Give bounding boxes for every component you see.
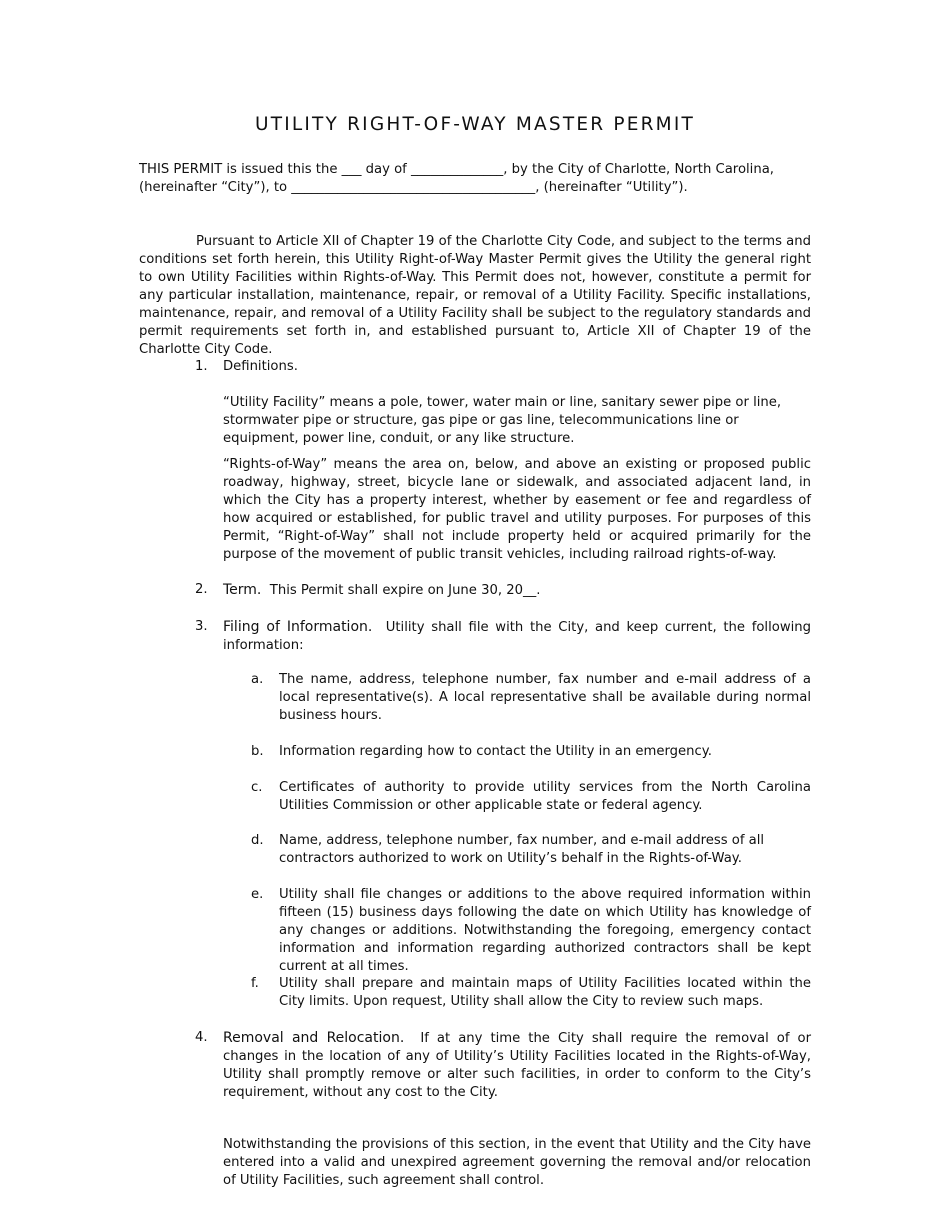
section-number: 2. xyxy=(195,582,208,597)
list-item: Utility shall file changes or additions to the above required information within fifteen (15) business days following the date on which Utility has knowledge of any changes or additions. Notwithstanding the foregoing, emergency contact information and information regarding authorized contractors shall be kept current at all times. xyxy=(279,887,811,974)
section-number: 1. xyxy=(195,359,208,374)
section-heading: Removal and Relocation. xyxy=(223,1030,405,1046)
definition-rights-of-way: “Rights-of-Way” means the area on, below, and above an existing or proposed public roadway, highway, street, bicycle lane or sidewalk, and associated adjacent land, in which the City has a property interest, whether by easement or fee and regardless of how acquired or established, for public travel and utility purposes. For purposes of this Permit, “Right-of-Way” shall not include property held or acquired primarily for the purpose of the movement of public transit vehicles, including railroad rights-of-way. xyxy=(223,457,811,562)
section-number: 4. xyxy=(195,1030,208,1045)
section-paragraph: Notwithstanding the provisions of this section, in the event that Utility and the City have entered into a valid and unexpired agreement governing the removal and/or relocation of Utility Facilities, such agreement shall control. xyxy=(223,1137,811,1188)
list-item: The name, address, telephone number, fax number and e-mail address of a local representative(s). A local representative shall be available during normal business hours. xyxy=(279,672,811,723)
section-text: Utility shall file with the City, and keep current, the following information: xyxy=(223,620,811,653)
list-item-letter: b. xyxy=(251,744,264,759)
list-item-letter: f. xyxy=(251,976,259,991)
list-item-letter: e. xyxy=(251,887,264,902)
section-heading: Definitions. xyxy=(223,359,298,374)
list-item: Name, address, telephone number, fax number, and e-mail address of all contractors authorized to work on Utility’s behalf in the Rights-of-Way. xyxy=(279,833,765,866)
document-title: UTILITY RIGHT-OF-WAY MASTER PERMIT xyxy=(254,114,695,135)
list-item: Certificates of authority to provide utility services from the North Carolina Utilities Commission or other applicable state or federal agency. xyxy=(279,780,811,813)
list-item-letter: c. xyxy=(251,780,263,795)
section-text: If at any time the City shall require the removal of or changes in the location of any of Utility’s Utility Facilities located in the Rights-of-Way, Utility shall promptly remove or alter such facilities, in order to conform to the City’s requirement, without any cost to the City. xyxy=(223,1031,812,1100)
list-item: Utility shall prepare and maintain maps of Utility Facilities located within the City limits. Upon request, Utility shall allow the City to review such maps. xyxy=(279,976,811,1009)
section-term xyxy=(223,581,811,600)
definition-utility-facility: “Utility Facility” means a pole, tower, water main or line, sanitary sewer pipe or line, stormwater pipe or structure, gas pipe or gas line, telecommunications line or equipment, power line, conduit, or any like structure. xyxy=(223,395,782,446)
section-number: 3. xyxy=(195,619,208,634)
section-text: This Permit shall expire on June 30, 20__. xyxy=(269,583,541,598)
section-filing xyxy=(223,618,811,655)
section-removal xyxy=(223,1029,811,1102)
list-item-letter: a. xyxy=(251,672,264,687)
list-item: Information regarding how to contact the Utility in an emergency. xyxy=(279,744,712,759)
list-item-letter: d. xyxy=(251,833,264,848)
section-heading: Filing of Information. xyxy=(223,619,373,635)
preamble-paragraph: Pursuant to Article XII of Chapter 19 of the Charlotte City Code, and subject to the terms and conditions set forth herein, this Utility Right-of-Way Master Permit gives the Utility the general right to own Utility Facilities within Rights-of-Way. This Permit does not, however, constitute a permit for any particular installation, maintenance, repair, or removal of a Utility Facility. Specific installations, maintenance, repair, and removal of a Utility Facility shall be subject to the regulatory standards and permit requirements set forth in, and established pursuant to, Article XII of Chapter 19 of the Charlotte City Code. xyxy=(139,234,811,357)
section-heading: Term. xyxy=(223,582,262,598)
intro-paragraph: THIS PERMIT is issued this the ___ day of ______________, by the City of Charlotte, North Carolina, (hereinafter “City”), to _____________________________________, (hereinafter “Utility”). xyxy=(139,162,774,195)
